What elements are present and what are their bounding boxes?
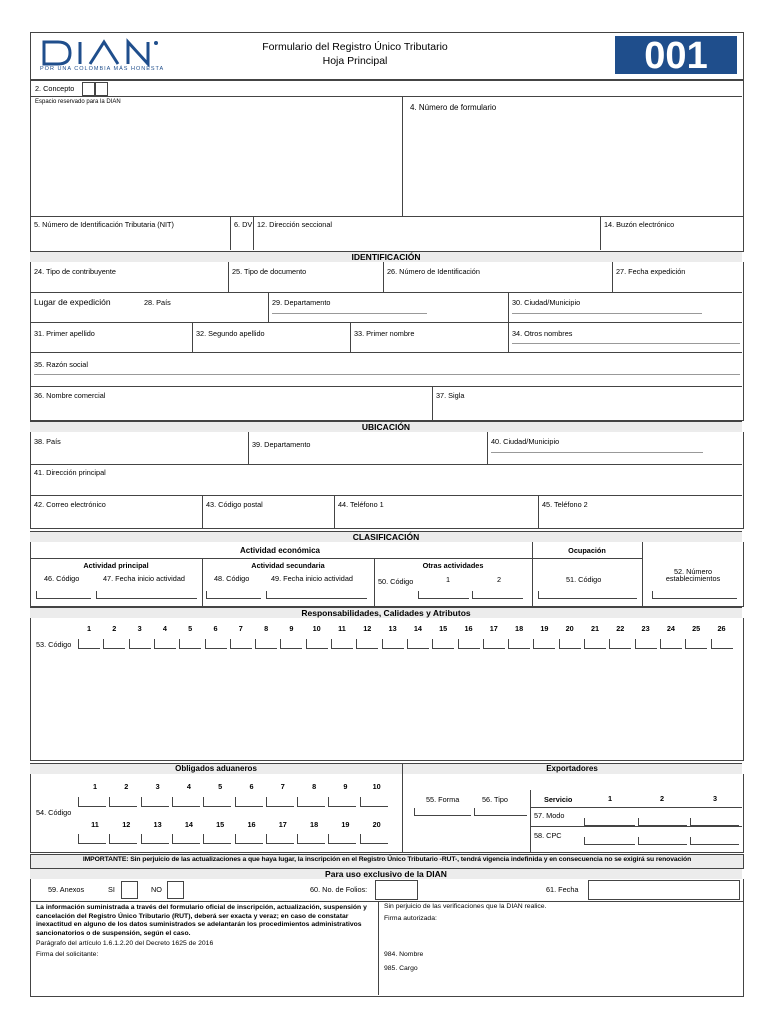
aduanero-number-1: 1: [92, 782, 98, 791]
aduanero-slot-12[interactable]: [109, 834, 137, 844]
razon-social-label[interactable]: 35. Razón social: [34, 360, 88, 369]
codigo50-label[interactable]: 50. Código: [378, 577, 414, 586]
fecha-label: 61. Fecha: [546, 885, 579, 894]
resp-slot-15[interactable]: [432, 639, 454, 649]
otras-actividades-label: Otras actividades: [422, 561, 484, 570]
divider: [30, 292, 742, 293]
aduanero-slot-10[interactable]: [360, 797, 388, 807]
resp-number-21: 21: [590, 624, 600, 633]
actividad-secundaria-label: Actividad secundaria: [251, 561, 325, 570]
divider: [30, 495, 742, 496]
aduanero-number-16: 16: [247, 820, 256, 829]
legal-text: La información suministrada a través del formulario oficial de inscripción, actualización, suspensión y cancelación del Registro Único Tributario (RUT), deberá ser exacta y veraz; en caso de constatar inexactitud en alguno de los datos suministrados se adelantarán los procedimientos administrativos sancionatorios o de suspensión, según el caso.: [36, 904, 367, 937]
form-title: Formulario del Registro Único Tributario: [262, 41, 448, 53]
servicio-2: 2: [660, 794, 665, 803]
fecha49-label[interactable]: 49. Fecha inicio actividad: [271, 574, 353, 583]
resp-number-10: 10: [312, 624, 321, 633]
folios-label: 60. No. de Folios:: [310, 885, 368, 894]
aduanero-number-18: 18: [310, 820, 319, 829]
correo-label[interactable]: 42. Correo electrónico: [34, 500, 106, 509]
resp-slot-19[interactable]: [533, 639, 555, 649]
identificacion-block: [30, 262, 744, 421]
actividad-principal-label: Actividad principal: [83, 561, 149, 570]
form-subtitle: Hoja Principal: [322, 55, 388, 67]
divider: [248, 432, 249, 464]
telefono2-label[interactable]: 45. Teléfono 2: [542, 500, 588, 509]
forma-input[interactable]: [414, 808, 471, 816]
aduanero-number-3: 3: [155, 782, 160, 791]
cpc-input-2[interactable]: [638, 837, 687, 845]
aduanero-number-4: 4: [186, 782, 191, 791]
resp-number-4: 4: [162, 624, 167, 633]
codigo-postal-label[interactable]: 43. Código postal: [206, 500, 263, 509]
resp-number-23: 23: [641, 624, 650, 633]
aduanero-number-10: 10: [372, 782, 381, 791]
resp-slot-22[interactable]: [609, 639, 631, 649]
resp-number-14: 14: [413, 624, 422, 633]
resp-number-17: 17: [489, 624, 498, 633]
fecha47-label[interactable]: 47. Fecha inicio actividad: [103, 574, 185, 583]
aduanero-slot-19[interactable]: [328, 834, 356, 844]
resp-slot-24[interactable]: [660, 639, 682, 649]
direccion-seccional-label[interactable]: 12. Dirección seccional: [257, 220, 333, 229]
aduanero-slot-5[interactable]: [203, 797, 231, 807]
departamento-ub-label[interactable]: 39. Departamento: [252, 440, 311, 449]
ubicacion-block: [30, 432, 744, 529]
underline: [491, 452, 703, 453]
modo-input-1[interactable]: [584, 818, 635, 826]
resp-number-6: 6: [213, 624, 218, 633]
input-tick[interactable]: [206, 591, 261, 599]
input-tick[interactable]: [652, 591, 737, 599]
concepto-box-1[interactable]: [82, 82, 95, 96]
resp-slot-17[interactable]: [483, 639, 505, 649]
aduanero-slot-3[interactable]: [141, 797, 169, 807]
top-divider-h: [30, 96, 742, 97]
aduanero-number-12: 12: [122, 820, 131, 829]
divider: [538, 495, 539, 528]
aduanero-slot-13[interactable]: [141, 834, 169, 844]
aduanero-number-14: 14: [184, 820, 193, 829]
anexos-label: 59. Anexos: [48, 885, 85, 894]
dian-logo: [40, 38, 165, 74]
otros-nombres-label[interactable]: 34. Otros nombres: [512, 329, 573, 338]
ciudad-exp-label[interactable]: 30. Ciudad/Municipio: [512, 298, 581, 307]
resp-number-7: 7: [238, 624, 243, 633]
modo-label: 57. Modo: [534, 811, 565, 820]
responsabilidades-band: Responsabilidades, Calidades y Atributos: [30, 607, 742, 619]
input-tick[interactable]: [266, 591, 367, 599]
underline: [512, 343, 740, 344]
firma-autorizada-label[interactable]: Firma autorizada:: [384, 915, 437, 922]
numero-identificacion-label[interactable]: 26. Número de Identificación: [387, 267, 480, 276]
aduanero-number-6: 6: [249, 782, 254, 791]
resp-slot-12[interactable]: [356, 639, 378, 649]
aduanero-slot-2[interactable]: [109, 797, 137, 807]
aduanero-number-13: 13: [153, 820, 162, 829]
ubicacion-band: UBICACIÓN: [30, 421, 742, 433]
aduanero-slot-11[interactable]: [78, 834, 106, 844]
dv-label[interactable]: 6. DV: [234, 220, 253, 229]
divider: [600, 216, 601, 250]
resp-slot-13[interactable]: [382, 639, 404, 649]
si-checkbox[interactable]: [121, 881, 138, 899]
resp-slot-26[interactable]: [711, 639, 733, 649]
input-tick[interactable]: [418, 591, 469, 599]
otras-1-label: 1: [446, 575, 451, 584]
divider: [487, 432, 488, 464]
aduanero-slot-4[interactable]: [172, 797, 200, 807]
actividad-economica-label: Actividad económica: [239, 546, 321, 555]
underline: [272, 313, 427, 314]
resp-number-9: 9: [289, 624, 294, 633]
resp-slot-8[interactable]: [255, 639, 277, 649]
tipo-label: 56. Tipo: [482, 795, 508, 804]
divider: [530, 790, 531, 852]
resp-number-24: 24: [666, 624, 675, 633]
ocupacion-label: Ocupación: [568, 546, 606, 555]
underline: [34, 374, 740, 375]
tipo-documento-label[interactable]: 25. Tipo de documento: [232, 267, 307, 276]
importante-text: IMPORTANTE: Sin perjuicio de las actualizaciones a que haya lugar, la inscripción en el Registro Único Tributario -RUT-, tendrá vigencia indefinida y en consecuencia no se exigirá su renovación: [82, 856, 692, 863]
resp-slot-2[interactable]: [103, 639, 125, 649]
resp-slot-3[interactable]: [129, 639, 151, 649]
resp-slot-6[interactable]: [205, 639, 227, 649]
no-label: NO: [151, 885, 162, 894]
resp-slot-23[interactable]: [635, 639, 657, 649]
cargo-label[interactable]: 985. Cargo: [384, 965, 418, 972]
divider: [30, 386, 742, 387]
resp-number-19: 19: [540, 624, 549, 633]
aduanero-number-2: 2: [124, 782, 129, 791]
underline: [512, 313, 702, 314]
codigo54-label: 54. Código: [36, 808, 72, 817]
resp-slot-4[interactable]: [154, 639, 176, 649]
exportadores-label: Exportadores: [546, 764, 598, 773]
input-tick[interactable]: [538, 591, 637, 599]
resp-number-5: 5: [188, 624, 193, 633]
resp-slot-14[interactable]: [407, 639, 429, 649]
resp-number-11: 11: [338, 624, 346, 633]
aduaneros-label: Obligados aduaneros: [175, 764, 257, 773]
divider: [530, 807, 742, 808]
modo-input-2[interactable]: [638, 818, 687, 826]
numero52-label[interactable]: 52. Número establecimientos: [665, 567, 721, 584]
resp-number-1: 1: [86, 624, 92, 633]
tipo-input[interactable]: [474, 808, 527, 816]
resp-slot-20[interactable]: [559, 639, 581, 649]
aduanero-number-15: 15: [216, 820, 225, 829]
ciudad-ub-label[interactable]: 40. Ciudad/Municipio: [491, 437, 560, 446]
aduanero-slot-20[interactable]: [360, 834, 388, 844]
aduanero-slot-8[interactable]: [297, 797, 325, 807]
divider: [202, 495, 203, 528]
buzon-label[interactable]: 14. Buzón electrónico: [604, 220, 675, 229]
firma-solicitante-label[interactable]: Firma del solicitante:: [36, 951, 99, 958]
resp-slot-18[interactable]: [508, 639, 530, 649]
input-tick[interactable]: [96, 591, 197, 599]
aduanero-slot-18[interactable]: [297, 834, 325, 844]
aduanero-number-17: 17: [278, 820, 287, 829]
resp-number-3: 3: [137, 624, 142, 633]
divider: [612, 262, 613, 292]
pais-exp-label[interactable]: 28. País: [144, 298, 171, 307]
divider: [508, 322, 509, 352]
resp-slot-5[interactable]: [179, 639, 201, 649]
paragrafo-text: Parágrafo del artículo 1.6.1.2.20 del Decreto 1625 de 2016: [36, 940, 214, 947]
codigo46-label[interactable]: 46. Código: [44, 574, 80, 583]
codigo51-label[interactable]: 51. Código: [566, 575, 602, 584]
divider: [402, 763, 403, 852]
fecha-expedicion-label[interactable]: 27. Fecha expedición: [616, 267, 686, 276]
resp-number-16: 16: [464, 624, 473, 633]
aduanero-slot-9[interactable]: [328, 797, 356, 807]
servicio-1: 1: [608, 794, 613, 803]
resp-slot-16[interactable]: [458, 639, 480, 649]
codigo48-label[interactable]: 48. Código: [214, 574, 250, 583]
top-divider: [402, 96, 403, 216]
aduanero-number-5: 5: [218, 782, 223, 791]
resp-slot-11[interactable]: [331, 639, 353, 649]
divider: [268, 292, 269, 322]
resp-number-8: 8: [264, 624, 269, 633]
divider: [334, 495, 335, 528]
aduanero-slot-6[interactable]: [235, 797, 263, 807]
clasificacion-band: CLASIFICACIÓN: [30, 531, 742, 543]
resp-number-25: 25: [692, 624, 701, 633]
resp-slot-25[interactable]: [685, 639, 707, 649]
no-checkbox[interactable]: [167, 881, 184, 899]
forma-label: 55. Forma: [426, 795, 460, 804]
telefono1-label[interactable]: 44. Teléfono 1: [338, 500, 384, 509]
otras-2-label: 2: [497, 575, 502, 584]
divider: [228, 262, 229, 292]
codigo53-label: 53. Código: [36, 640, 72, 649]
form-code: 001: [644, 35, 708, 77]
resp-number-12: 12: [363, 624, 372, 633]
aduanero-slot-1[interactable]: [78, 797, 106, 807]
aduanero-slot-14[interactable]: [172, 834, 200, 844]
servicio-label: Servicio: [544, 795, 573, 804]
divider: [30, 558, 642, 559]
cpc-label: 58. CPC: [534, 831, 562, 840]
divider: [30, 322, 742, 323]
segundo-apellido-label[interactable]: 32. Segundo apellido: [196, 329, 265, 338]
resp-slot-1[interactable]: [78, 639, 100, 649]
nombre-comercial-label[interactable]: 36. Nombre comercial: [34, 391, 106, 400]
divider: [30, 464, 742, 465]
resp-number-13: 13: [388, 624, 397, 633]
input-tick[interactable]: [472, 591, 523, 599]
exclusivo-band: Para uso exclusivo de la DIAN: [30, 868, 742, 880]
pais-ub-label[interactable]: 38. País: [34, 437, 61, 446]
direccion-label[interactable]: 41. Dirección principal: [34, 468, 106, 477]
input-tick[interactable]: [36, 591, 91, 599]
concepto-box-2[interactable]: [95, 82, 108, 96]
divider: [642, 542, 643, 606]
identificacion-band: IDENTIFICACIÓN: [30, 251, 742, 263]
divider: [383, 262, 384, 292]
folios-input[interactable]: [375, 880, 418, 900]
primer-nombre-label[interactable]: 33. Primer nombre: [354, 329, 415, 338]
logo-tagline: POR UNA COLOMBIA MÁS HONESTA: [40, 66, 165, 72]
aduanero-slot-16[interactable]: [235, 834, 263, 844]
cpc-input-1[interactable]: [584, 837, 635, 845]
servicio-3: 3: [713, 794, 718, 803]
sigla-label[interactable]: 37. Sigla: [436, 391, 465, 400]
divider: [30, 352, 742, 353]
aduanero-number-20: 20: [372, 820, 381, 829]
resp-slot-21[interactable]: [584, 639, 606, 649]
divider: [350, 322, 351, 352]
aduanero-slot-15[interactable]: [203, 834, 231, 844]
divider: [508, 292, 509, 322]
divider: [253, 216, 254, 250]
divider: [230, 216, 231, 250]
aduanero-number-19: 19: [341, 820, 350, 829]
resp-number-15: 15: [439, 624, 448, 633]
aduanero-number-11: 11: [91, 820, 99, 829]
divider: [192, 322, 193, 352]
primer-apellido-label[interactable]: 31. Primer apellido: [34, 329, 95, 338]
resp-number-2: 2: [112, 624, 117, 633]
fecha-input[interactable]: [588, 880, 740, 900]
cpc-input-3[interactable]: [690, 837, 739, 845]
resp-number-26: 26: [717, 624, 726, 633]
top-section: [30, 80, 744, 218]
concepto-label: 2. Concepto: [35, 84, 75, 93]
resp-slot-10[interactable]: [306, 639, 328, 649]
numero-formulario-label: 4. Número de formulario: [410, 103, 497, 112]
divider: [432, 386, 433, 420]
resp-number-20: 20: [565, 624, 574, 633]
aduanero-slot-17[interactable]: [266, 834, 294, 844]
nombre-label[interactable]: 984. Nombre: [384, 951, 424, 958]
verificaciones-text: Sin perjuicio de las verificaciones que la DIAN realice.: [384, 903, 547, 910]
resp-number-22: 22: [616, 624, 625, 633]
lugar-expedicion-label: Lugar de expedición: [34, 297, 111, 307]
si-label: SI: [108, 885, 115, 894]
tipo-contribuyente-label[interactable]: 24. Tipo de contribuyente: [34, 267, 116, 276]
resp-number-18: 18: [515, 624, 524, 633]
aduanero-number-8: 8: [312, 782, 317, 791]
departamento-exp-label[interactable]: 29. Departamento: [272, 298, 331, 307]
espacio-dian-label: Espacio reservado para la DIAN: [35, 99, 121, 105]
divider: [378, 901, 379, 995]
resp-slot-7[interactable]: [230, 639, 252, 649]
nit-label[interactable]: 5. Número de Identificación Tributaria (NIT): [34, 220, 174, 229]
aduanero-slot-7[interactable]: [266, 797, 294, 807]
aduanero-number-7: 7: [280, 782, 285, 791]
aduanero-number-9: 9: [343, 782, 348, 791]
resp-slot-9[interactable]: [280, 639, 302, 649]
modo-input-3[interactable]: [690, 818, 739, 826]
divider: [530, 826, 742, 827]
